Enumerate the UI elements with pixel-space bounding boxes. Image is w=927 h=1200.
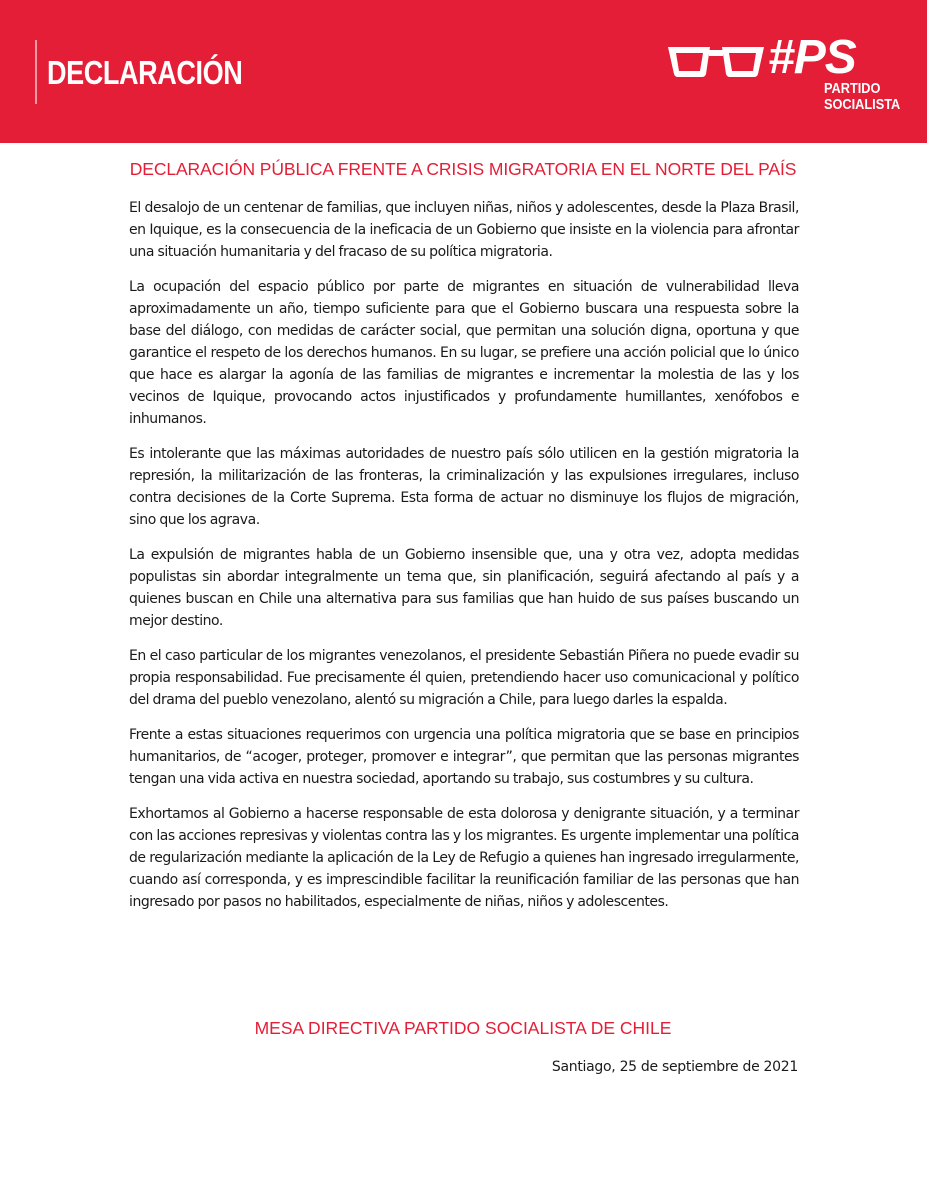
paragraph: En el caso particular de los migrantes venezolanos, el presidente Sebastián Piñera no puede evadir su propia responsabilidad. Fue precisamente él quien, pretendiendo hacer uso comunicacional y político del drama del pueblo venezolano, alentó su migración a Chile, para luego darles la espalda. (129, 648, 799, 708)
paragraph: Exhortamos al Gobierno a hacerse responsable de esta dolorosa y denigrante situación, y a terminar con las acciones represivas y violentas contra las y los migrantes. Es urgente implementar una política de regularización mediante la aplicación de la Ley de Refugio a quienes han ingresado irregularmente, cuando así corresponda, y es imprescindible facilitar la reunificación familiar de las personas que han ingresado por pasos no habilitados, especialmente de niñas, niños y adolescentes. (129, 806, 799, 910)
paragraph: La expulsión de migrantes habla de un Gobierno insensible que, una y otra vez, adopta medidas populistas sin abordar integralmente un tema que, sin planificación, seguirá afectando al país y a quienes buscan en Chile una alternativa para sus familias que han huido de sus países buscando un mejor destino. (129, 547, 799, 629)
logo-subtitle-line2: SOCIALISTA (824, 96, 901, 113)
paragraph: El desalojo de un centenar de familias, que incluyen niñas, niños y adolescentes, desde la Plaza Brasil, en Iquique, es la consecuencia de la ineficacia de un Gobierno que insiste en la violencia para afrontar una situación humanitaria y del fracaso de su política migratoria. (129, 200, 799, 260)
header-banner (0, 0, 927, 143)
document-title: DECLARACIÓN PÚBLICA FRENTE A CRISIS MIGRATORIA EN EL NORTE DEL PAÍS (129, 159, 797, 179)
logo-wordmark: #PS (768, 31, 856, 84)
logo-subtitle-line1: PARTIDO (824, 80, 881, 97)
party-logo (666, 31, 901, 118)
date-line: Santiago, 25 de septiembre de 2021 (551, 1059, 798, 1075)
document-body (129, 197, 799, 926)
header-divider (35, 40, 37, 104)
paragraph: Es intolerante que las máximas autoridades de nuestro país sólo utilicen en la gestión migratoria la represión, la militarización de las fronteras, la criminalización y las expulsiones irregulares, incluso contra decisiones de la Corte Suprema. Esta forma de actuar no disminuye los flujos de migración, sino que los agrava. (129, 446, 799, 528)
logo-subtitle (824, 81, 900, 113)
glasses-icon (666, 44, 766, 80)
paragraph: Frente a estas situaciones requerimos con urgencia una política migratoria que se base en principios humanitarios, de “acoger, proteger, promover e integrar”, que permitan que las personas migrantes tengan una vida activa en nuestra sociedad, aportando su trabajo, sus costumbres y su cultura. (129, 727, 799, 787)
paragraph: La ocupación del espacio público por parte de migrantes en situación de vulnerabilidad lleva aproximadamente un año, tiempo suficiente para que el Gobierno buscara una respuesta sobre la base del diálogo, con medidas de carácter social, que permitan una solución digna, oportuna y que garantice el respeto de los derechos humanos. En su lugar, se prefiere una acción policial que lo único que hace es alargar la agonía de las familias de migrantes e incrementar la molestia de las y los vecinos de Iquique, provocando actos injustificados y profundamente humillantes, xenófobos e inhumanos. (129, 279, 799, 427)
header-label: DECLARACIÓN (47, 54, 243, 91)
signature-line: MESA DIRECTIVA PARTIDO SOCIALISTA DE CHILE (254, 1018, 672, 1038)
